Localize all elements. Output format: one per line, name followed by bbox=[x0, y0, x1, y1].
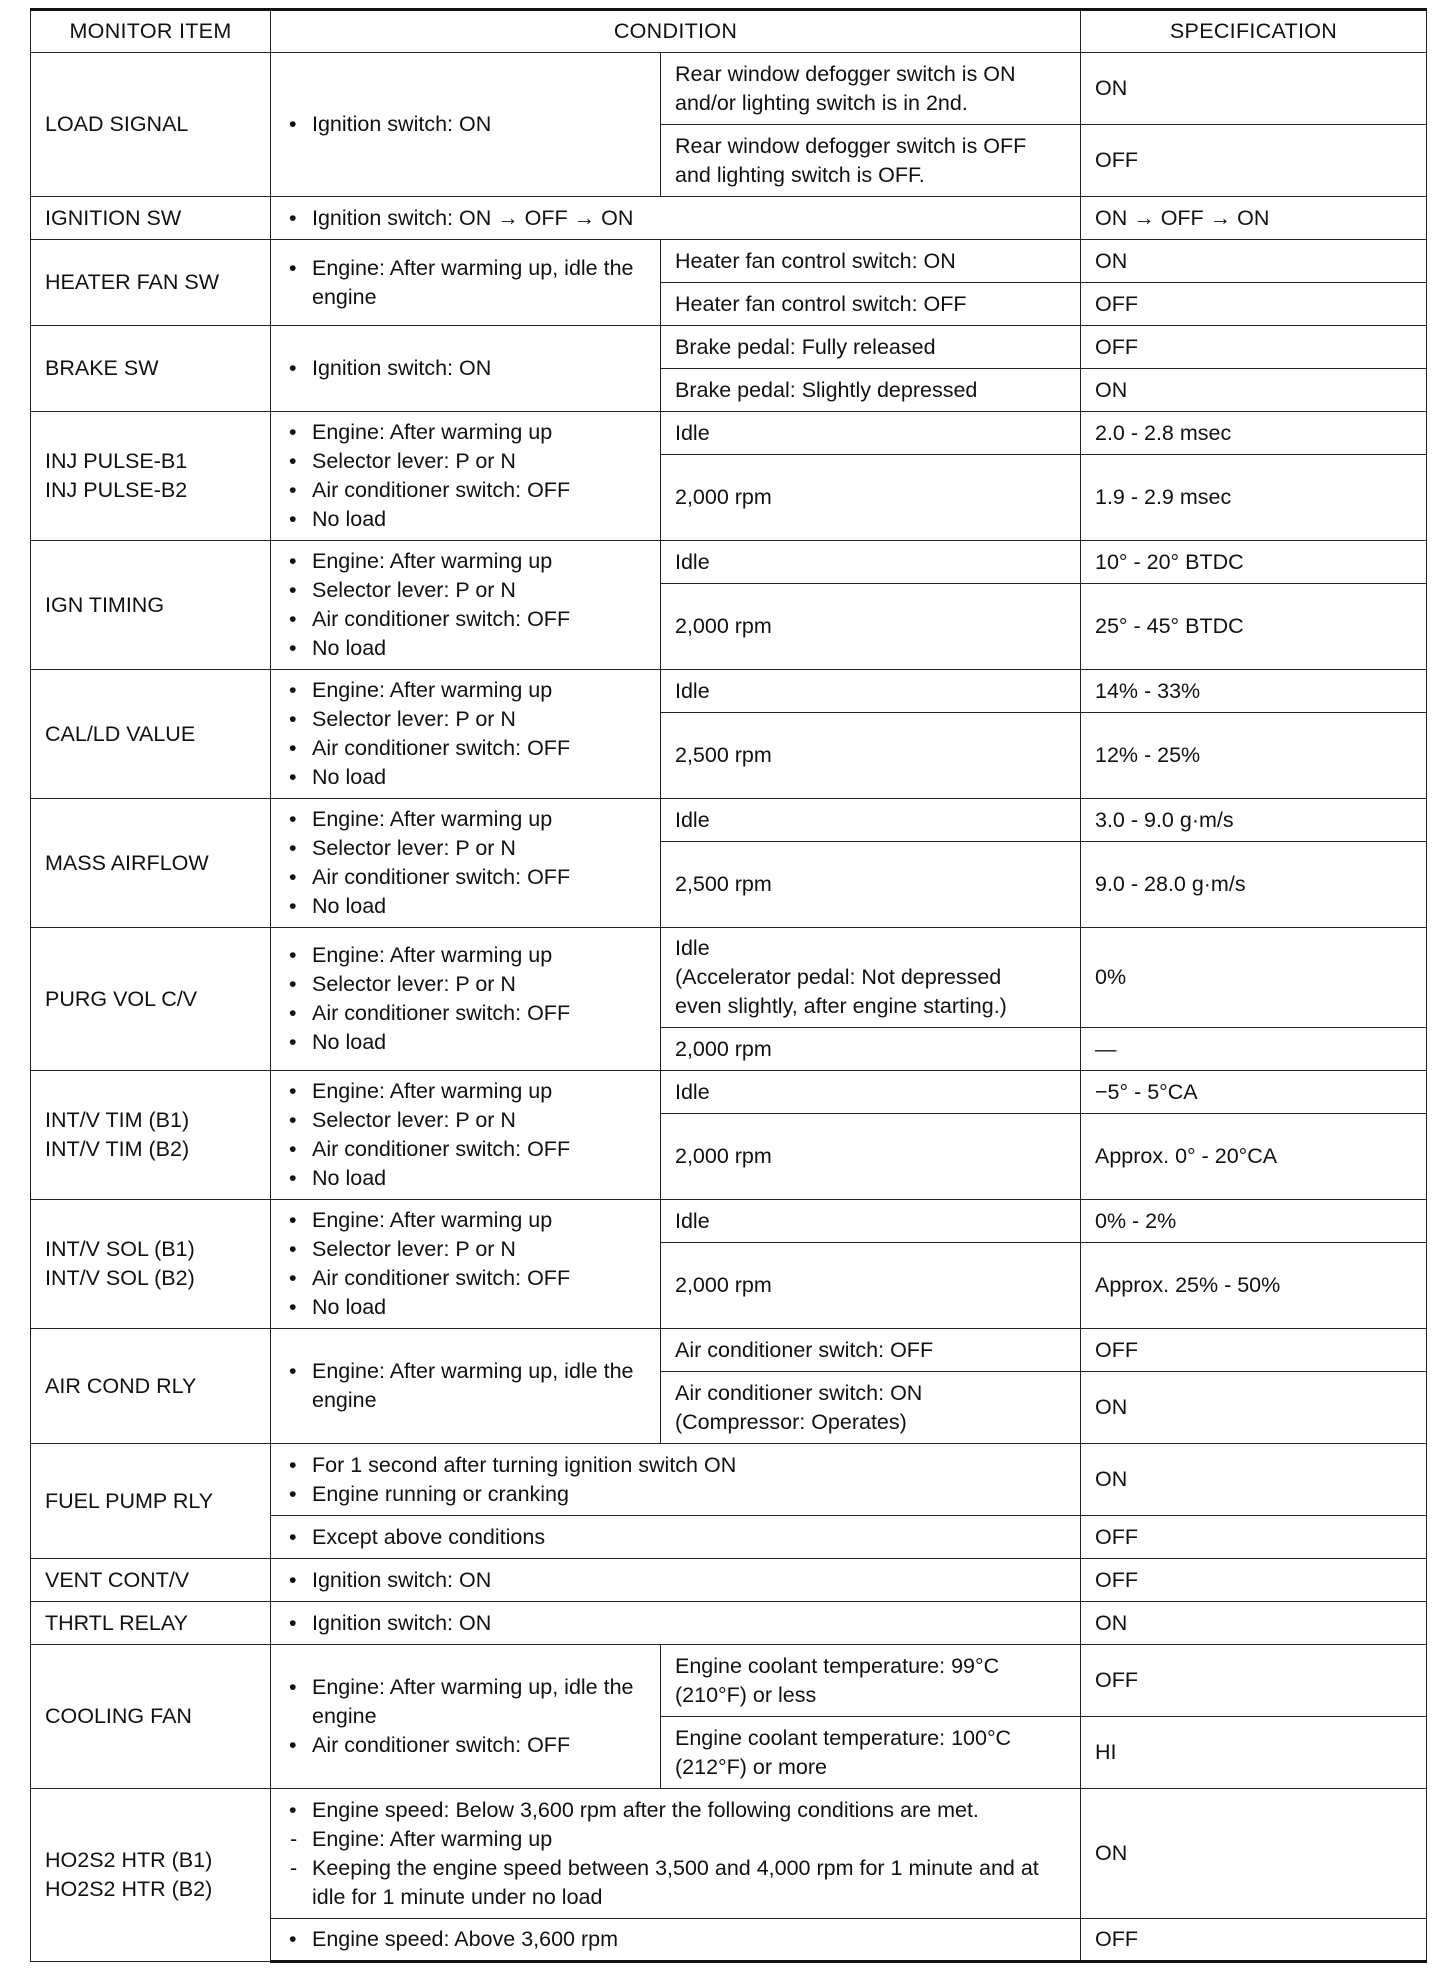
sub-condition-line: (212°F) or more bbox=[675, 1754, 827, 1779]
condition-cell bbox=[271, 326, 661, 412]
sub-condition: Brake pedal: Fully released bbox=[661, 326, 1081, 369]
sub-condition: Idle bbox=[661, 1200, 1081, 1243]
monitor-item: FUEL PUMP RLY bbox=[31, 1444, 271, 1559]
condition-dash: - Engine: After warming up bbox=[285, 1825, 1066, 1854]
condition-bullet: • Ignition switch: ON bbox=[285, 110, 646, 139]
condition-bullet: • Engine: After warming up, idle the engine bbox=[285, 1357, 646, 1415]
table-row bbox=[31, 1200, 1427, 1243]
condition-bullet: • Engine: After warming up bbox=[285, 418, 646, 447]
condition-cell bbox=[271, 1919, 1081, 1962]
header-row bbox=[31, 10, 1427, 53]
specification-value: ON bbox=[1081, 240, 1427, 283]
sub-condition: 2,000 rpm bbox=[661, 1028, 1081, 1071]
specification-value: 1.9 - 2.9 msec bbox=[1081, 455, 1427, 541]
condition-cell bbox=[271, 670, 661, 799]
monitor-spec-sheet bbox=[30, 8, 1426, 1963]
condition-bullet: • Except above conditions bbox=[285, 1523, 1066, 1552]
condition-bullet: • Air conditioner switch: OFF bbox=[285, 1135, 646, 1164]
condition-cell bbox=[271, 799, 661, 928]
table-row bbox=[31, 1789, 1427, 1919]
sub-condition: 2,000 rpm bbox=[661, 1114, 1081, 1200]
condition-cell bbox=[271, 1200, 661, 1329]
condition-bullet: • Ignition switch: ON bbox=[285, 1566, 1066, 1595]
condition-bullet: • No load bbox=[285, 1164, 646, 1193]
sub-condition: Idle bbox=[661, 799, 1081, 842]
specification-value: ON bbox=[1081, 1602, 1427, 1645]
condition-bullet: • Ignition switch: ON → OFF → ON bbox=[285, 204, 1066, 233]
monitor-item bbox=[31, 412, 271, 541]
condition-bullet: • Engine running or cranking bbox=[285, 1480, 1066, 1509]
condition-bullet: • Engine: After warming up bbox=[285, 547, 646, 576]
table-row bbox=[31, 1444, 1427, 1516]
specification-value: OFF bbox=[1081, 1559, 1427, 1602]
condition-bullet: • Air conditioner switch: OFF bbox=[285, 863, 646, 892]
specification-value: 2.0 - 2.8 msec bbox=[1081, 412, 1427, 455]
monitor-item: LOAD SIGNAL bbox=[31, 53, 271, 197]
monitor-item-line: HO2S2 HTR (B2) bbox=[45, 1877, 213, 1901]
sub-condition-line: Air conditioner switch: ON bbox=[675, 1380, 923, 1405]
sub-condition-line: Idle bbox=[675, 936, 710, 960]
specification-value: ON bbox=[1081, 1372, 1427, 1444]
specification-value: ON bbox=[1081, 53, 1427, 125]
specification-value: 3.0 - 9.0 g·m/s bbox=[1081, 799, 1427, 842]
specification-value: −5° - 5°CA bbox=[1081, 1071, 1427, 1114]
specification-value: ON bbox=[1081, 369, 1427, 412]
specification-value: OFF bbox=[1081, 326, 1427, 369]
monitor-item: HEATER FAN SW bbox=[31, 240, 271, 326]
sub-condition-line: (Compressor: Operates) bbox=[675, 1409, 907, 1434]
condition-cell bbox=[271, 928, 661, 1071]
condition-bullet: • Engine: After warming up, idle the engine bbox=[285, 254, 646, 312]
monitor-item: MASS AIRFLOW bbox=[31, 799, 271, 928]
condition-bullet: • Air conditioner switch: OFF bbox=[285, 999, 646, 1028]
sub-condition bbox=[661, 1372, 1081, 1444]
table-row bbox=[31, 928, 1427, 1028]
condition-bullet: • Engine: After warming up, idle the engine bbox=[285, 1673, 646, 1731]
condition-cell bbox=[271, 1329, 661, 1444]
monitor-item: IGN TIMING bbox=[31, 541, 271, 670]
condition-cell bbox=[271, 1789, 1081, 1919]
specification-value: ON bbox=[1081, 1444, 1427, 1516]
sub-condition-line: even slightly, after engine starting.) bbox=[675, 994, 1007, 1018]
table-row bbox=[31, 1329, 1427, 1372]
specification-value: OFF bbox=[1081, 1329, 1427, 1372]
sub-condition-line: (210°F) or less bbox=[675, 1682, 817, 1707]
condition-bullet: • Engine: After warming up bbox=[285, 1206, 646, 1235]
condition-bullet: • Ignition switch: ON bbox=[285, 1609, 1066, 1638]
condition-cell bbox=[271, 1516, 1081, 1559]
monitor-item-line: INT/V SOL (B2) bbox=[45, 1266, 195, 1290]
table-row bbox=[31, 326, 1427, 369]
monitor-item: PURG VOL C/V bbox=[31, 928, 271, 1071]
specification-value: 10° - 20° BTDC bbox=[1081, 541, 1427, 584]
monitor-item: COOLING FAN bbox=[31, 1645, 271, 1789]
monitor-item-line: INT/V SOL (B1) bbox=[45, 1237, 195, 1261]
condition-bullet: • Selector lever: P or N bbox=[285, 576, 646, 605]
condition-bullet: • Air conditioner switch: OFF bbox=[285, 605, 646, 634]
monitor-item: THRTL RELAY bbox=[31, 1602, 271, 1645]
sub-condition: Rear window defogger switch is OFF and lighting switch is OFF. bbox=[661, 125, 1081, 197]
table-row bbox=[31, 799, 1427, 842]
table-row bbox=[31, 1071, 1427, 1114]
condition-bullet: • Air conditioner switch: OFF bbox=[285, 1731, 646, 1760]
specification-value: OFF bbox=[1081, 283, 1427, 326]
specification-value: ON → OFF → ON bbox=[1081, 197, 1427, 240]
monitor-item bbox=[31, 1200, 271, 1329]
table-row bbox=[31, 670, 1427, 713]
sub-condition-line: (Accelerator pedal: Not depressed bbox=[675, 965, 1002, 989]
condition-bullet: • No load bbox=[285, 892, 646, 921]
condition-bullet: • Selector lever: P or N bbox=[285, 1235, 646, 1264]
monitor-item bbox=[31, 1071, 271, 1200]
condition-bullet: • Air conditioner switch: OFF bbox=[285, 476, 646, 505]
sub-condition: Air conditioner switch: OFF bbox=[661, 1329, 1081, 1372]
header-specification: SPECIFICATION bbox=[1081, 10, 1427, 53]
sub-condition: 2,500 rpm bbox=[661, 713, 1081, 799]
specification-value: — bbox=[1081, 1028, 1427, 1071]
condition-cell bbox=[271, 1645, 661, 1789]
specification-value: OFF bbox=[1081, 1645, 1427, 1717]
condition-cell bbox=[271, 1559, 1081, 1602]
sub-condition: 2,500 rpm bbox=[661, 842, 1081, 928]
specification-value: 12% - 25% bbox=[1081, 713, 1427, 799]
specification-value: 14% - 33% bbox=[1081, 670, 1427, 713]
condition-bullet: • Air conditioner switch: OFF bbox=[285, 1264, 646, 1293]
sub-condition: Rear window defogger switch is ON and/or lighting switch is in 2nd. bbox=[661, 53, 1081, 125]
condition-cell bbox=[271, 541, 661, 670]
sub-condition: 2,000 rpm bbox=[661, 584, 1081, 670]
condition-bullet: • Engine: After warming up bbox=[285, 941, 646, 970]
condition-bullet: • Ignition switch: ON bbox=[285, 354, 646, 383]
condition-bullet: • Engine speed: Below 3,600 rpm after the following conditions are met. bbox=[285, 1796, 1066, 1825]
table-row bbox=[31, 240, 1427, 283]
table-row bbox=[31, 541, 1427, 584]
table-row bbox=[31, 1645, 1427, 1717]
condition-bullet: • Selector lever: P or N bbox=[285, 447, 646, 476]
sub-condition: Idle bbox=[661, 412, 1081, 455]
condition-bullet: • Selector lever: P or N bbox=[285, 705, 646, 734]
condition-bullet: • Engine: After warming up bbox=[285, 1077, 646, 1106]
specification-value: ON bbox=[1081, 1789, 1427, 1919]
sub-condition bbox=[661, 1645, 1081, 1717]
condition-bullet: • Selector lever: P or N bbox=[285, 834, 646, 863]
sub-condition: Idle bbox=[661, 1071, 1081, 1114]
condition-bullet: • Selector lever: P or N bbox=[285, 1106, 646, 1135]
table-row bbox=[31, 1559, 1427, 1602]
monitor-item-line: INT/V TIM (B1) bbox=[45, 1108, 190, 1132]
condition-cell bbox=[271, 1602, 1081, 1645]
monitor-item: AIR COND RLY bbox=[31, 1329, 271, 1444]
sub-condition: Idle bbox=[661, 541, 1081, 584]
condition-bullet: • No load bbox=[285, 1293, 646, 1322]
condition-cell bbox=[271, 197, 1081, 240]
header-condition: CONDITION bbox=[271, 10, 1081, 53]
condition-dash: - Keeping the engine speed between 3,500 and 4,000 rpm for 1 minute and at idle for 1 minute under no load bbox=[285, 1854, 1066, 1912]
condition-bullet: • Engine: After warming up bbox=[285, 805, 646, 834]
condition-bullet: • Air conditioner switch: OFF bbox=[285, 734, 646, 763]
specification-value: OFF bbox=[1081, 1516, 1427, 1559]
monitor-spec-table bbox=[30, 8, 1427, 1963]
sub-condition-line: Engine coolant temperature: 99°C bbox=[675, 1653, 1000, 1678]
sub-condition: Heater fan control switch: OFF bbox=[661, 283, 1081, 326]
table-row bbox=[31, 53, 1427, 125]
condition-bullet: • For 1 second after turning ignition switch ON bbox=[285, 1451, 1066, 1480]
sub-condition: 2,000 rpm bbox=[661, 1243, 1081, 1329]
sub-condition: Heater fan control switch: ON bbox=[661, 240, 1081, 283]
specification-value: 0% - 2% bbox=[1081, 1200, 1427, 1243]
sub-condition: 2,000 rpm bbox=[661, 455, 1081, 541]
specification-value: Approx. 25% - 50% bbox=[1081, 1243, 1427, 1329]
specification-value: HI bbox=[1081, 1717, 1427, 1789]
monitor-item bbox=[31, 1789, 271, 1962]
specification-value: OFF bbox=[1081, 1919, 1427, 1962]
table-row bbox=[31, 1602, 1427, 1645]
table-row bbox=[31, 412, 1427, 455]
header-monitor-item: MONITOR ITEM bbox=[31, 10, 271, 53]
condition-cell bbox=[271, 412, 661, 541]
condition-bullet: • No load bbox=[285, 505, 646, 534]
specification-value: Approx. 0° - 20°CA bbox=[1081, 1114, 1427, 1200]
condition-cell bbox=[271, 1071, 661, 1200]
condition-bullet: • No load bbox=[285, 763, 646, 792]
specification-value: 9.0 - 28.0 g·m/s bbox=[1081, 842, 1427, 928]
monitor-item-line: INT/V TIM (B2) bbox=[45, 1137, 190, 1161]
monitor-item-line: HO2S2 HTR (B1) bbox=[45, 1848, 213, 1872]
condition-cell bbox=[271, 53, 661, 197]
sub-condition-line: Engine coolant temperature: 100°C bbox=[675, 1725, 1012, 1750]
condition-cell bbox=[271, 1444, 1081, 1516]
monitor-item: CAL/LD VALUE bbox=[31, 670, 271, 799]
specification-value: 25° - 45° BTDC bbox=[1081, 584, 1427, 670]
specification-value: OFF bbox=[1081, 125, 1427, 197]
table-row bbox=[31, 197, 1427, 240]
monitor-item-line: INJ PULSE-B2 bbox=[45, 478, 188, 502]
condition-bullet: • No load bbox=[285, 634, 646, 663]
monitor-item-line: INJ PULSE-B1 bbox=[45, 449, 188, 473]
condition-bullet: • Engine: After warming up bbox=[285, 676, 646, 705]
condition-bullet: • Engine speed: Above 3,600 rpm bbox=[285, 1925, 1066, 1954]
sub-condition: Idle bbox=[661, 670, 1081, 713]
monitor-item: IGNITION SW bbox=[31, 197, 271, 240]
sub-condition bbox=[661, 1717, 1081, 1789]
condition-bullet: • No load bbox=[285, 1028, 646, 1057]
condition-bullet: • Selector lever: P or N bbox=[285, 970, 646, 999]
monitor-item: VENT CONT/V bbox=[31, 1559, 271, 1602]
monitor-item: BRAKE SW bbox=[31, 326, 271, 412]
condition-cell bbox=[271, 240, 661, 326]
specification-value: 0% bbox=[1081, 928, 1427, 1028]
sub-condition: Brake pedal: Slightly depressed bbox=[661, 369, 1081, 412]
sub-condition bbox=[661, 928, 1081, 1028]
